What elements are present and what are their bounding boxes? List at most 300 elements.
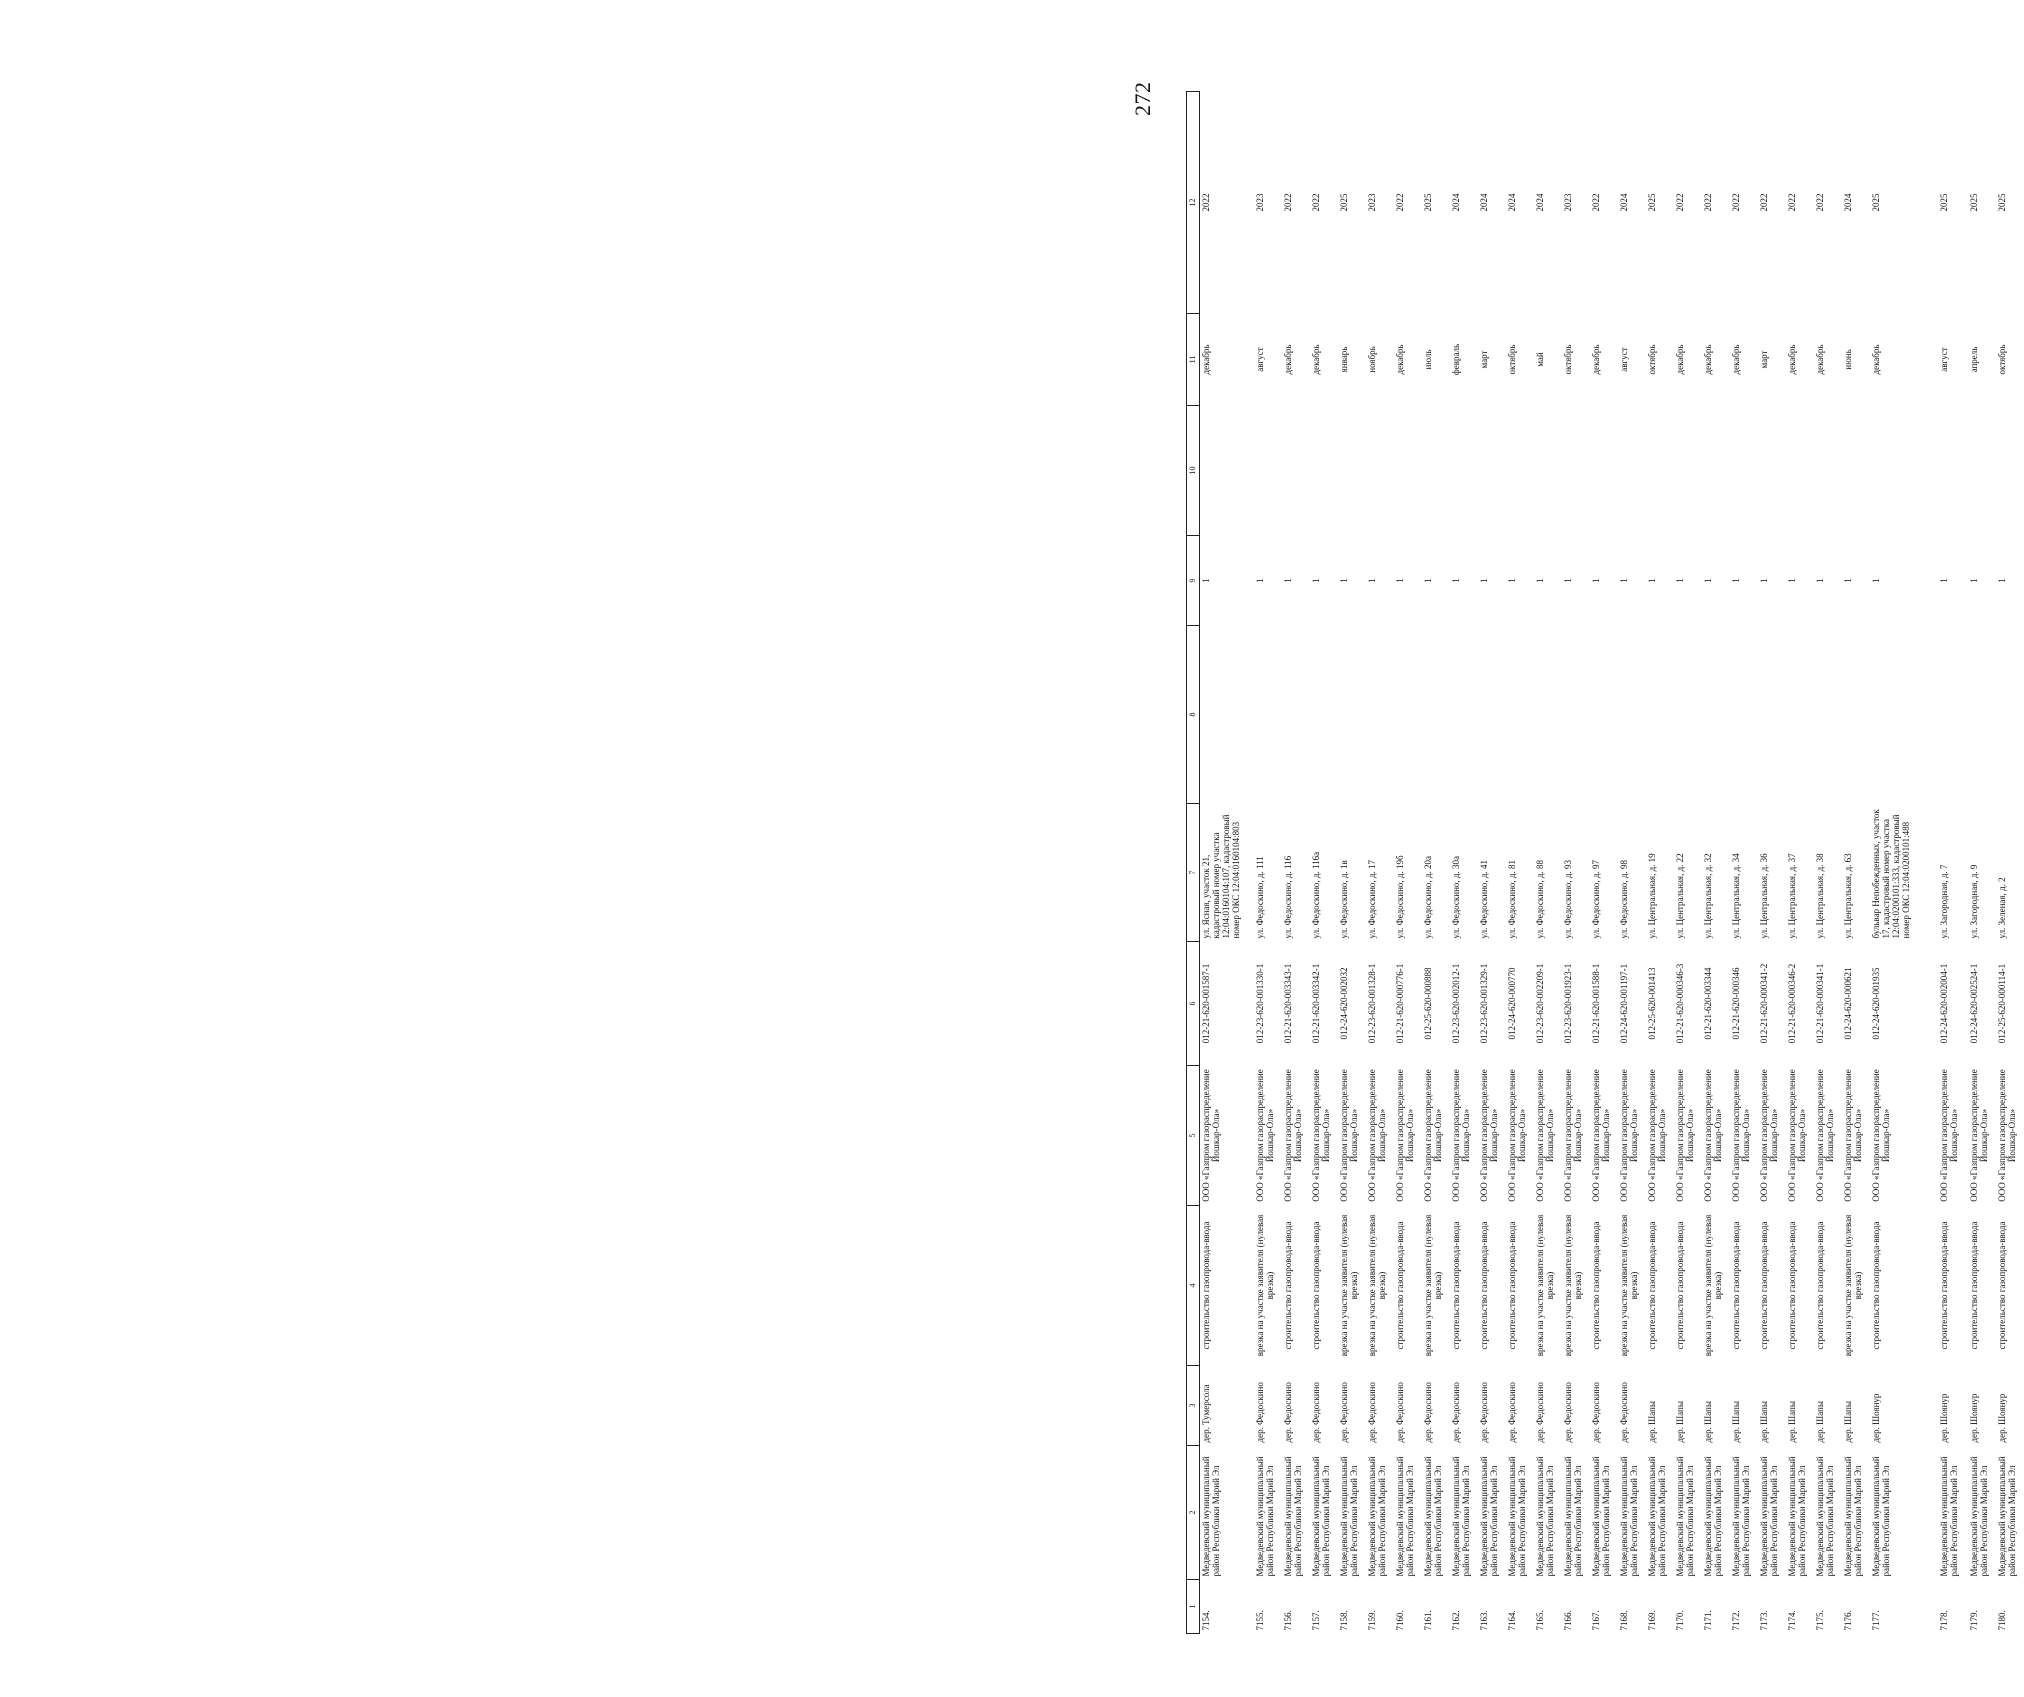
table-row [1422,92,1450,1634]
quantity-cell: 1 [1395,578,1405,583]
settlement-cell: дер. Шапы [1815,1401,1825,1443]
settlement-cell: дер. Федоскино [1311,1382,1321,1443]
row-number: 7180. [1997,1610,2007,1631]
application-code-cell: 012-24-620-001197-1 [1619,963,1629,1044]
settlement-cell: дер. Тумерсола [1201,1384,1211,1443]
organization-cell: ООО «Газпром газораспределение Йошкар-Ола» [1423,1069,1443,1202]
month-cell: август [1939,347,1949,372]
district-cell: Медведевский муниципальный район Республики Марий Эл [1871,1456,1891,1577]
table-row [1366,92,1394,1634]
table-row [1814,92,1842,1634]
column-number: 8 [1187,626,1200,804]
address-cell: ул. Центральная, д. 19 [1647,853,1657,939]
district-cell: Медведевский муниципальный район Республики Марий Эл [1619,1456,1639,1577]
organization-cell: ООО «Газпром газораспределение Йошкар-Ола» [1367,1069,1387,1202]
table-row [1478,92,1506,1634]
address-cell: ул. Федоскино, д. 93 [1563,860,1573,939]
column-number: 5 [1187,1066,1200,1206]
month-cell: декабрь [1703,344,1713,375]
application-code-cell: 012-23-620-001923-1 [1563,963,1573,1044]
column-10-cell [1562,406,1590,536]
row-number: 7179. [1969,1610,1979,1631]
district-cell: Медведевский муниципальный район Республики Марий Эл [1969,1456,1989,1577]
column-8-cell [1968,626,1996,804]
column-10-cell [1938,406,1968,536]
row-number: 7161. [1423,1610,1433,1631]
quantity-cell: 1 [1939,578,1949,583]
column-8-cell [1938,626,1968,804]
column-8-cell [1478,626,1506,804]
column-10-cell [1674,406,1702,536]
address-cell: ул. Загородная, д. 7 [1939,864,1949,939]
column-number: 6 [1187,942,1200,1066]
address-cell: ул. Федоскино, д. 17 [1367,860,1377,939]
address-cell: бульвар Непобежденных, участок 17, кадастровый номер участка 12:04:0200101:333, кадастровый номер ОКС 12:04:0200101:488 [1871,809,1911,939]
row-number: 7174. [1787,1610,1797,1631]
settlement-cell: дер. Шоянур [1939,1393,1949,1443]
quantity-cell: 1 [1759,578,1769,583]
table-row [1590,92,1618,1634]
month-cell: март [1759,350,1769,369]
district-cell: Медведевский муниципальный район Республики Марий Эл [1675,1456,1695,1577]
column-8-cell [1422,626,1450,804]
work-type-cell: строительство газопровода-ввода [1395,1221,1405,1350]
settlement-cell: дер. Шапы [1759,1401,1769,1443]
district-cell: Медведевский муниципальный район Республики Марий Эл [1283,1456,1303,1577]
column-10-cell [1730,406,1758,536]
settlement-cell: дер. Федоскино [1451,1382,1461,1443]
year-cell: 2022 [1311,193,1321,212]
year-cell: 2025 [1423,193,1433,212]
address-cell: ул. Центральная, д. 34 [1731,853,1741,939]
district-cell: Медведевский муниципальный район Республики Марий Эл [1759,1456,1779,1577]
district-cell: Медведевский муниципальный район Республики Марий Эл [1367,1456,1387,1577]
column-8-cell [1674,626,1702,804]
column-8-cell [1534,626,1562,804]
district-cell: Медведевский муниципальный район Республики Марий Эл [1703,1456,1723,1577]
quantity-cell: 1 [1703,578,1713,583]
month-cell: декабрь [1871,344,1881,375]
district-cell: Медведевский муниципальный район Республики Марий Эл [1423,1456,1443,1577]
gasification-register-table [1186,91,2024,1634]
work-type-cell: врезка на участке заявителя (нулевая врезка) [1619,1214,1639,1357]
table-row [1254,92,1282,1634]
column-8-cell [1200,626,1255,804]
table-body [1187,92,2024,1634]
year-cell: 2025 [1969,193,1979,212]
row-number: 7158. [1339,1610,1349,1631]
month-cell: октябрь [1507,344,1517,375]
application-code-cell: 012-21-620-000341-1 [1815,963,1825,1044]
year-cell: 2022 [1815,193,1825,212]
column-10-cell [1534,406,1562,536]
district-cell: Медведевский муниципальный район Республики Марий Эл [1843,1456,1863,1577]
work-type-cell: строительство газопровода-ввода [1507,1221,1517,1350]
organization-cell: ООО «Газпром газораспределение Йошкар-Ола» [1843,1069,1863,1202]
table-row [1310,92,1338,1634]
address-cell: ул. Федоскино, д. 30а [1451,856,1461,939]
table-row [1338,92,1366,1634]
month-cell: декабрь [1201,344,1211,375]
settlement-cell: дер. Федоскино [1255,1382,1265,1443]
column-8-cell [1814,626,1842,804]
district-cell: Медведевский муниципальный район Республики Марий Эл [1535,1456,1555,1577]
address-cell: ул. Ясная, участок 21, кадастровый номер участка 12:04:0160104:107, кадастровый номер ОКС 12:04:0160104:803 [1201,814,1241,939]
organization-cell: ООО «Газпром газораспределение Йошкар-Ола» [1997,1069,2017,1202]
table-row [1646,92,1674,1634]
work-type-cell: врезка на участке заявителя (нулевая врезка) [1563,1214,1583,1357]
year-cell: 2024 [1507,193,1517,212]
quantity-cell: 1 [1367,578,1377,583]
column-10-cell [1758,406,1786,536]
address-cell: ул. Федоскино, д. 111 [1255,856,1265,939]
row-number: 7165. [1535,1610,1545,1631]
month-cell: май [1535,352,1545,367]
column-8-cell [1254,626,1282,804]
quantity-cell: 1 [1451,578,1461,583]
month-cell: июнь [1843,349,1853,370]
year-cell: 2025 [1647,193,1657,212]
column-number: 9 [1187,536,1200,626]
column-number: 12 [1187,92,1200,314]
column-10-cell [1996,406,2024,536]
table-row [1200,92,1255,1634]
settlement-cell: дер. Федоскино [1479,1382,1489,1443]
year-cell: 2022 [1675,193,1685,212]
application-code-cell: 012-23-620-001328-1 [1367,963,1377,1044]
address-cell: ул. Федоскино, д. 116а [1311,851,1321,939]
district-cell: Медведевский муниципальный район Республики Марий Эл [1997,1456,2017,1577]
column-10-cell [1310,406,1338,536]
address-cell: ул. Федоскино, д. 81 [1507,860,1517,939]
column-10-cell [1282,406,1310,536]
table-row [1786,92,1814,1634]
table-row [1730,92,1758,1634]
year-cell: 2024 [1451,193,1461,212]
settlement-cell: дер. Федоскино [1339,1382,1349,1443]
address-cell: ул. Зеленая, д. 2 [1997,877,2007,939]
organization-cell: ООО «Газпром газораспределение Йошкар-Ола» [1815,1069,1835,1202]
application-code-cell: 012-21-620-000341-2 [1759,963,1769,1044]
month-cell: ноябрь [1367,346,1377,373]
column-10-cell [1618,406,1646,536]
month-cell: декабрь [1815,344,1825,375]
year-cell: 2025 [1339,193,1349,212]
month-cell: октябрь [1647,344,1657,375]
address-cell: ул. Федоскино, д. 20а [1423,856,1433,939]
application-code-cell: 012-25-620-000114-1 [1997,963,2007,1044]
year-cell: 2024 [1535,193,1545,212]
organization-cell: ООО «Газпром газораспределение Йошкар-Ола» [1787,1069,1807,1202]
row-number: 7156. [1283,1610,1293,1631]
quantity-cell: 1 [1647,578,1657,583]
work-type-cell: врезка на участке заявителя (нулевая врезка) [1535,1214,1555,1357]
column-10-cell [1786,406,1814,536]
work-type-cell: врезка на участке заявителя (нулевая врезка) [1423,1214,1443,1357]
year-cell: 2023 [1563,193,1573,212]
year-cell: 2022 [1395,193,1405,212]
organization-cell: ООО «Газпром газораспределение Йошкар-Ола» [1255,1069,1275,1202]
month-cell: апрель [1969,346,1979,373]
year-cell: 2024 [1479,193,1489,212]
row-number: 7178. [1939,1610,1949,1631]
organization-cell: ООО «Газпром газораспределение Йошкар-Ола» [1451,1069,1471,1202]
settlement-cell: дер. Шапы [1731,1401,1741,1443]
organization-cell: ООО «Газпром газораспределение Йошкар-Ола» [1507,1069,1527,1202]
column-8-cell [1786,626,1814,804]
month-cell: июль [1423,349,1433,370]
quantity-cell: 1 [1311,578,1321,583]
table-row [1534,92,1562,1634]
column-8-cell [1282,626,1310,804]
column-number-row [1187,92,1200,1634]
year-cell: 2022 [1283,193,1293,212]
column-8-cell [1758,626,1786,804]
quantity-cell: 1 [1255,578,1265,583]
application-code-cell: 012-21-620-000346 [1731,967,1741,1040]
address-cell: ул. Центральная, д. 38 [1815,853,1825,939]
quantity-cell: 1 [1675,578,1685,583]
column-8-cell [1394,626,1422,804]
month-cell: октябрь [1563,344,1573,375]
column-10-cell [1450,406,1478,536]
column-10-cell [1200,406,1255,536]
settlement-cell: дер. Шоянур [1969,1393,1979,1443]
address-cell: ул. Федоскино, д. 116 [1283,855,1293,939]
address-cell: ул. Центральная, д. 37 [1787,853,1797,939]
quantity-cell: 1 [1507,578,1517,583]
year-cell: 2025 [1997,193,2007,212]
address-cell: ул. Загородная, д. 9 [1969,864,1979,939]
column-10-cell [1646,406,1674,536]
year-cell: 2022 [1759,193,1769,212]
work-type-cell: строительство газопровода-ввода [1479,1221,1489,1350]
column-10-cell [1814,406,1842,536]
address-cell: ул. Центральная, д. 36 [1759,853,1769,939]
district-cell: Медведевский муниципальный район Республики Марий Эл [1255,1456,1275,1577]
column-number: 10 [1187,406,1200,536]
application-code-cell: 012-23-620-001330-1 [1255,963,1265,1044]
row-number: 7160. [1395,1610,1405,1631]
column-10-cell [1702,406,1730,536]
year-cell: 2024 [1619,193,1629,212]
month-cell: декабрь [1591,344,1601,375]
column-8-cell [1842,626,1870,804]
table-row [1870,92,1938,1634]
quantity-cell: 1 [1563,578,1573,583]
quantity-cell: 1 [1591,578,1601,583]
organization-cell: ООО «Газпром газораспределение Йошкар-Ола» [1619,1069,1639,1202]
row-number: 7172. [1731,1610,1741,1631]
row-number: 7159. [1367,1610,1377,1631]
application-code-cell: 012-23-620-002012-1 [1451,963,1461,1044]
application-code-cell: 012-25-620-001413 [1647,967,1657,1040]
year-cell: 2025 [1939,193,1949,212]
organization-cell: ООО «Газпром газораспределение Йошкар-Ола» [1731,1069,1751,1202]
row-number: 7157. [1311,1610,1321,1631]
column-8-cell [1506,626,1534,804]
month-cell: декабрь [1675,344,1685,375]
work-type-cell: врезка на участке заявителя (нулевая врезка) [1843,1214,1863,1357]
organization-cell: ООО «Газпром газораспределение Йошкар-Ола» [1395,1069,1415,1202]
district-cell: Медведевский муниципальный район Республики Марий Эл [1591,1456,1611,1577]
work-type-cell: строительство газопровода-ввода [1675,1221,1685,1350]
row-number: 7166. [1563,1610,1573,1631]
application-code-cell: 012-24-620-000770 [1507,967,1517,1040]
row-number: 7175. [1815,1610,1825,1631]
settlement-cell: дер. Шапы [1843,1401,1853,1443]
organization-cell: ООО «Газпром газораспределение Йошкар-Ола» [1535,1069,1555,1202]
table-row [1674,92,1702,1634]
district-cell: Медведевский муниципальный район Республики Марий Эл [1787,1456,1807,1577]
address-cell: ул. Федоскино, д. 97 [1591,860,1601,939]
column-10-cell [1394,406,1422,536]
column-10-cell [1254,406,1282,536]
quantity-cell: 1 [1871,578,1881,583]
organization-cell: ООО «Газпром газораспределение Йошкар-Ола» [1201,1069,1221,1202]
district-cell: Медведевский муниципальный район Республики Марий Эл [1339,1456,1359,1577]
work-type-cell: строительство газопровода-ввода [1283,1221,1293,1350]
work-type-cell: строительство газопровода-ввода [1451,1221,1461,1350]
application-code-cell: 012-23-620-002209-1 [1535,963,1545,1044]
year-cell: 2022 [1731,193,1741,212]
district-cell: Медведевский муниципальный район Республики Марий Эл [1563,1456,1583,1577]
row-number: 7169. [1647,1610,1657,1631]
quantity-cell: 1 [1815,578,1825,583]
column-8-cell [1310,626,1338,804]
month-cell: декабрь [1311,344,1321,375]
year-cell: 2022 [1787,193,1797,212]
column-10-cell [1338,406,1366,536]
column-8-cell [1996,626,2024,804]
row-number: 7171. [1703,1610,1713,1631]
work-type-cell: строительство газопровода-ввода [1871,1221,1881,1350]
column-8-cell [1730,626,1758,804]
address-cell: ул. Федоскино, д. 1в [1339,860,1349,939]
work-type-cell: врезка на участке заявителя (нулевая врезка) [1703,1214,1723,1357]
work-type-cell: строительство газопровода-ввода [1787,1221,1797,1350]
application-code-cell: 012-21-620-003344 [1703,967,1713,1040]
settlement-cell: дер. Шоянур [1997,1393,2007,1443]
application-code-cell: 012-24-620-001935 [1871,967,1881,1040]
application-code-cell: 012-24-620-000621 [1843,967,1853,1040]
table-row [1996,92,2024,1634]
month-cell: март [1479,350,1489,369]
column-8-cell [1562,626,1590,804]
address-cell: ул. Федоскино, д. 19б [1395,855,1405,939]
work-type-cell: строительство газопровода-ввода [1997,1221,2007,1350]
row-number: 7154. [1201,1610,1211,1631]
year-cell: 2022 [1591,193,1601,212]
quantity-cell: 1 [1731,578,1741,583]
address-cell: ул. Федоскино, д. 88 [1535,860,1545,939]
column-8-cell [1338,626,1366,804]
column-10-cell [1478,406,1506,536]
application-code-cell: 012-21-620-001588-1 [1591,963,1601,1044]
month-cell: февраль [1451,343,1461,376]
quantity-cell: 1 [1283,578,1293,583]
application-code-cell: 012-24-620-002004-1 [1939,963,1949,1044]
table-row [1968,92,1996,1634]
row-number: 7170. [1675,1610,1685,1631]
work-type-cell: строительство газопровода-ввода [1731,1221,1741,1350]
table-row [1450,92,1478,1634]
table-row [1842,92,1870,1634]
application-code-cell: 012-21-620-000776-1 [1395,963,1405,1044]
column-10-cell [1366,406,1394,536]
year-cell: 2023 [1255,193,1265,212]
organization-cell: ООО «Газпром газораспределение Йошкар-Ола» [1311,1069,1331,1202]
quantity-cell: 1 [1479,578,1489,583]
row-number: 7164. [1507,1610,1517,1631]
column-number: 4 [1187,1206,1200,1366]
month-cell: август [1255,347,1265,372]
organization-cell: ООО «Газпром газораспределение Йошкар-Ола» [1939,1069,1959,1202]
quantity-cell: 1 [1787,578,1797,583]
column-number: 7 [1187,804,1200,942]
month-cell: октябрь [1997,344,2007,375]
row-number: 7173. [1759,1610,1769,1631]
work-type-cell: строительство газопровода-ввода [1201,1221,1211,1350]
column-10-cell [1506,406,1534,536]
column-10-cell [1968,406,1996,536]
table-row [1394,92,1422,1634]
settlement-cell: дер. Федоскино [1283,1382,1293,1443]
settlement-cell: дер. Федоскино [1423,1382,1433,1443]
month-cell: декабрь [1283,344,1293,375]
organization-cell: ООО «Газпром газораспределение Йошкар-Ола» [1871,1069,1891,1202]
work-type-cell: строительство газопровода-ввода [1759,1221,1769,1350]
year-cell: 2024 [1843,193,1853,212]
month-cell: август [1619,347,1629,372]
column-8-cell [1618,626,1646,804]
work-type-cell: строительство газопровода-ввода [1815,1221,1825,1350]
year-cell: 2022 [1201,193,1211,212]
column-number: 3 [1187,1366,1200,1446]
quantity-cell: 1 [1339,578,1349,583]
row-number: 7162. [1451,1610,1461,1631]
organization-cell: ООО «Газпром газораспределение Йошкар-Ола» [1339,1069,1359,1202]
column-10-cell [1422,406,1450,536]
column-8-cell [1702,626,1730,804]
column-8-cell [1590,626,1618,804]
organization-cell: ООО «Газпром газораспределение Йошкар-Ола» [1563,1069,1583,1202]
work-type-cell: врезка на участке заявителя (нулевая врезка) [1367,1214,1387,1357]
table-row [1282,92,1310,1634]
address-cell: ул. Центральная, д. 22 [1675,853,1685,939]
table-row [1618,92,1646,1634]
settlement-cell: дер. Федоскино [1507,1382,1517,1443]
application-code-cell: 012-23-620-001329-1 [1479,963,1489,1044]
district-cell: Медведевский муниципальный район Республики Марий Эл [1815,1456,1835,1577]
work-type-cell: строительство газопровода-ввода [1939,1221,1949,1350]
quantity-cell: 1 [1997,578,2007,583]
settlement-cell: дер. Шапы [1675,1401,1685,1443]
settlement-cell: дер. Федоскино [1619,1382,1629,1443]
month-cell: декабрь [1731,344,1741,375]
row-number: 7163. [1479,1610,1489,1631]
district-cell: Медведевский муниципальный район Республики Марий Эл [1201,1456,1221,1577]
district-cell: Медведевский муниципальный район Республики Марий Эл [1731,1456,1751,1577]
column-8-cell [1450,626,1478,804]
row-number: 7155. [1255,1610,1265,1631]
month-cell: декабрь [1395,344,1405,375]
row-number: 7177. [1871,1610,1881,1631]
quantity-cell: 1 [1619,578,1629,583]
quantity-cell: 1 [1201,578,1211,583]
application-code-cell: 012-21-620-000346-2 [1787,963,1797,1044]
district-cell: Медведевский муниципальный район Республики Марий Эл [1479,1456,1499,1577]
